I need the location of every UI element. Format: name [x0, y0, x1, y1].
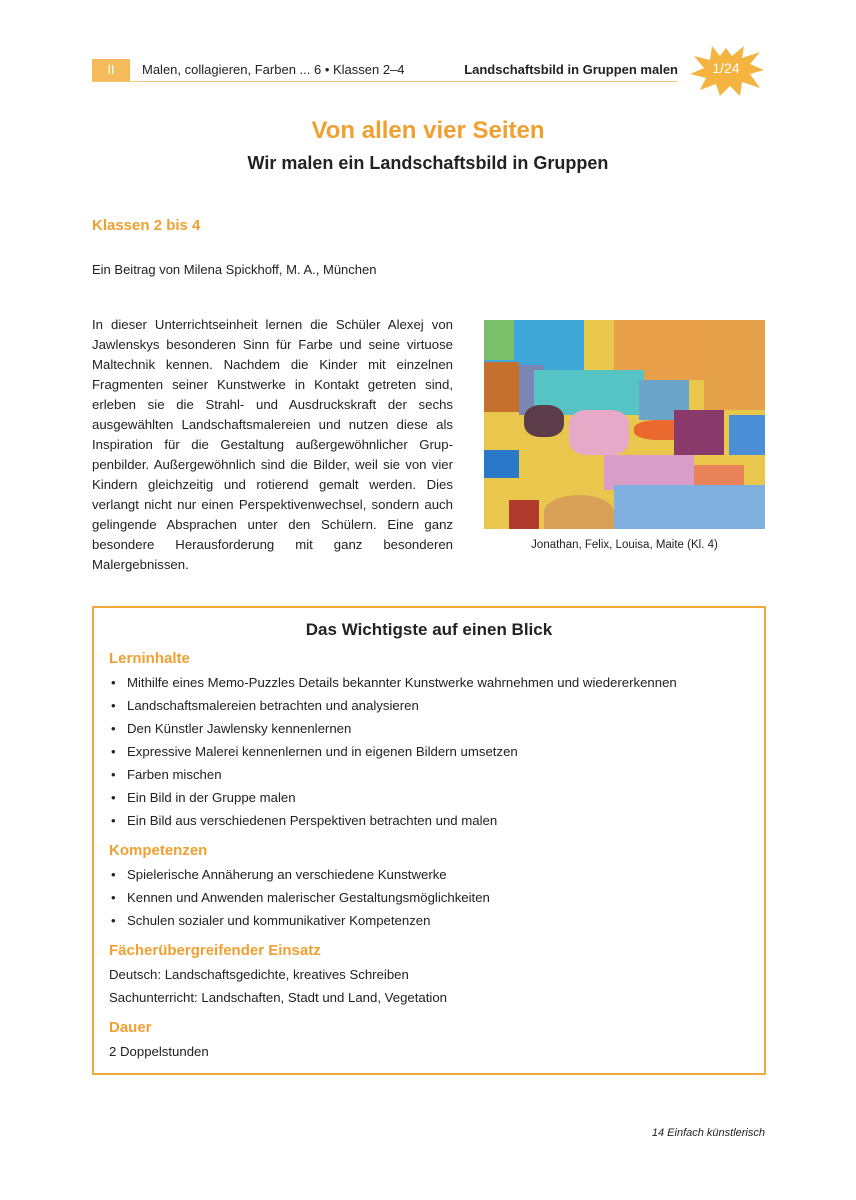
- list-item: • Den Künstler Jawlensky kennenlernen: [109, 717, 749, 740]
- page-number: 1/24: [712, 60, 740, 76]
- topic-label: Landschaftsbild in Gruppen malen: [464, 62, 678, 77]
- faecher-line: Deutsch: Landschaftsgedichte, kreatives Schreiben: [109, 967, 409, 982]
- lerninhalte-heading: Lerninhalte: [109, 650, 190, 667]
- lerninhalte-list: [109, 671, 749, 832]
- page-subtitle: Wir malen ein Landschaftsbild in Gruppen: [247, 153, 609, 173]
- dauer-value: 2 Doppelstunden: [109, 1044, 209, 1059]
- footer-label: 14 Einfach künstlerisch: [651, 1127, 765, 1139]
- faecher-line: Sachunterricht: Landschaften, Stadt und Land, Vegetation: [109, 990, 447, 1005]
- dauer-heading: Dauer: [109, 1019, 152, 1036]
- list-item: • Expressive Malerei kennenlernen und in eigenen Bildern umsetzen: [109, 740, 749, 763]
- list-item: • Farben mischen: [109, 763, 749, 786]
- summary-box: [92, 606, 766, 1075]
- list-item: • Kennen und Anwenden malerischer Gestaltungsmöglichkeiten: [109, 886, 749, 909]
- list-item: • Ein Bild in der Gruppe malen: [109, 786, 749, 809]
- list-item: • Landschaftsmalereien betrachten und analysieren: [109, 694, 749, 717]
- page-title: Von allen vier Seiten: [311, 117, 545, 144]
- list-item: • Spielerische Annäherung an verschiedene Kunstwerke: [109, 863, 749, 886]
- section-tag: II: [92, 59, 130, 81]
- list-item: • Mithilfe eines Memo-Puzzles Details bekannter Kunstwerke wahrnehmen und wiedererkennen: [109, 671, 749, 694]
- author-line: Ein Beitrag von Milena Spickhoff, M. A., München: [92, 262, 377, 277]
- series-label: Malen, collagieren, Farben ... 6 • Klassen 2–4: [142, 62, 405, 77]
- image-caption: Jonathan, Felix, Louisa, Maite (Kl. 4): [531, 539, 718, 551]
- running-header: [92, 58, 678, 82]
- summary-title: Das Wichtigste auf einen Blick: [305, 620, 553, 639]
- list-item: • Schulen sozialer und kommunikativer Kompetenzen: [109, 909, 749, 932]
- page-number-splash: [686, 42, 766, 98]
- grade-level: Klassen 2 bis 4: [92, 217, 201, 234]
- kompetenzen-list: [109, 863, 749, 932]
- faecher-heading: Fächerübergreifender Einsatz: [109, 942, 321, 959]
- intro-text: In dieser Unterrichtseinheit lernen die Schüler Alexej von Jawlenskys besonderen Sinn für Farbe und seine virtuose Maltechnik kennen. Nachdem die Kinder mit einzelnen Fragmenten seiner Kunstwerke in Kontakt getreten sind, erleben sie die Strahl- und Ausdruckskraft der sechs ausgewählten Landschaftsmalereien und nutzen diese als Inspiration für die Gestaltung außergewöhnlicher Gruppenbilder. Außergewöhnlich sind die Bilder, weil sie von vier Kindern gleichzeitig und rotierend gemalt werden. Dies verlangt nicht nur einen Perspektivenwechsel, sondern auch gelingende Absprachen unter den Schülern. Eine ganz besondere Herausforderung mit ganz besonderen Malergebnissen.: [92, 317, 453, 572]
- children-painting-image: [484, 320, 765, 529]
- kompetenzen-heading: Kompetenzen: [109, 842, 208, 859]
- list-item: • Ein Bild aus verschiedenen Perspektiven betrachten und malen: [109, 809, 749, 832]
